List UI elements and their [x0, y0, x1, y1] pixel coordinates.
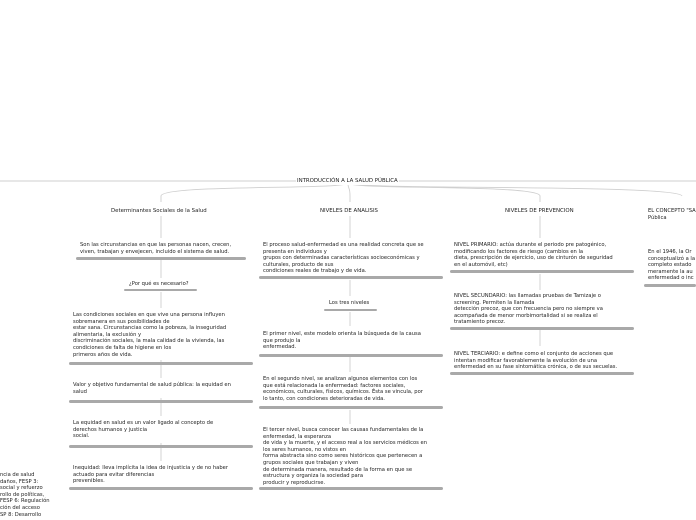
- prevencion-node-primary[interactable]: NIVEL PRIMARIO: actúa durante el periodo pre patogénico, modificando los factores de riesgo (cambios en la dieta, prescripción de ejercicio, uso de cinturón de seguridad en el automóvil, etc): [454, 242, 613, 268]
- node-underline: [644, 284, 696, 287]
- node-underline: [450, 270, 634, 273]
- node-underline: [450, 372, 634, 375]
- determinantes-node-equity[interactable]: La equidad en salud es un valor ligado al concepto de derechos humanos y justicia social.: [73, 420, 214, 440]
- analisis-node-process[interactable]: El proceso salud-enfermedad es una realidad concreta que se presenta en individuos y grupos con determinadas características socioeconómicas y culturales, producto de sus condiciones reales de trabajo y de vida.: [263, 242, 424, 275]
- branch-niveles-prevencion-title[interactable]: NIVELES DE PREVENCION: [505, 208, 574, 214]
- determinantes-node-inequity[interactable]: Inequidad: lleva implícita la idea de injusticia y de no haber actuado para evitar diferencias prevenibles.: [73, 465, 228, 485]
- determinantes-node-conditions[interactable]: Las condiciones sociales en que vive una persona influyen sobremanera en sus posibilidades de estar sana. Circunstancias como la pobreza, la inseguridad alimentaria, la exclusión y discriminación sociales, la mala calidad de la vivienda, las condiciones de falta de higiene en los primeros años de vida.: [73, 312, 227, 358]
- node-underline: [324, 309, 377, 311]
- determinantes-node-why[interactable]: ¿Por qué es necesario?: [129, 281, 189, 287]
- analisis-node-third-level[interactable]: El tercer nivel, busca conocer las causas fundamentales de la enfermedad, la esperanza de vida y la muerte, y el acceso real a los servicios médicos en los seres humanos, no vistos en forma abstracta sino como seres históricos que pertenecen a grupos sociales que trabajan y viven de determinada manera, resultado de la forma en que se estructura y organiza la sociedad para producir y reproducirse.: [263, 427, 428, 486]
- analisis-node-first-level[interactable]: El primer nivel, este modelo orienta la búsqueda de la causa que produjo la enfermedad.: [263, 331, 421, 351]
- determinantes-node-definition[interactable]: Son las circunstancias en que las personas nacen, crecen, viven, trabajan y envejecen, incluido el sistema de salud.: [80, 242, 232, 255]
- prevencion-node-tertiary[interactable]: NIVEL TERCIARIO: e define como el conjunto de acciones que intentan modificar favorablemente la evolución de una enfermedad en su fase sintomática crónica, o de sus secuelas.: [454, 351, 618, 371]
- determinantes-node-value[interactable]: Valor y objetivo fundamental de salud pública: la equidad en salud: [73, 382, 231, 395]
- node-underline: [69, 400, 253, 403]
- node-underline: [69, 487, 253, 490]
- analisis-node-three-levels[interactable]: Los tres niveles: [329, 300, 370, 306]
- left-edge-fragment[interactable]: ncia de salud daños, FESP 3: social y refuerzo rollo de políticas, FESP 6: Regulación ción del acceso SP 8: Desarrollo: [0, 472, 50, 518]
- node-underline: [69, 362, 253, 365]
- branch-determinantes-title[interactable]: Determinantes Sociales de la Salud: [111, 208, 207, 214]
- root-topic[interactable]: INTRODUCCIÓN A LA SALUD PÚBLICA: [297, 178, 398, 184]
- branch-niveles-analisis-title[interactable]: NIVELES DE ANALISIS: [320, 208, 378, 214]
- concepto-node-1946[interactable]: En el 1946, la Or conceptualizó a la completo estado meramente la au enfermedad o inc: [648, 249, 696, 282]
- node-underline: [259, 276, 443, 279]
- node-underline: [450, 327, 634, 330]
- analisis-node-second-level[interactable]: En el segundo nivel, se analizan algunos elementos con los que está relacionada la enfermedad: factores sociales, económicos, culturales, físicos, químicos. Ésta se vincula, por lo tanto, con condiciones deterioradas de vida.: [263, 376, 423, 402]
- node-underline: [259, 354, 443, 357]
- node-underline: [69, 445, 253, 448]
- node-underline: [259, 487, 443, 490]
- node-underline: [124, 289, 197, 291]
- prevencion-node-secondary[interactable]: NIVEL SECUNDARIO: las llamadas pruebas de Tamizaje o screening. Permiten la llamada detección precoz, que con frecuencia pero no siempre va acompañada de menor morbimortalidad si se realiza el tratamiento precoz.: [454, 293, 603, 326]
- branch-concepto-salud-title[interactable]: EL CONCEPTO "SA Pública: [648, 208, 696, 221]
- node-underline: [259, 406, 443, 409]
- node-underline: [76, 257, 246, 260]
